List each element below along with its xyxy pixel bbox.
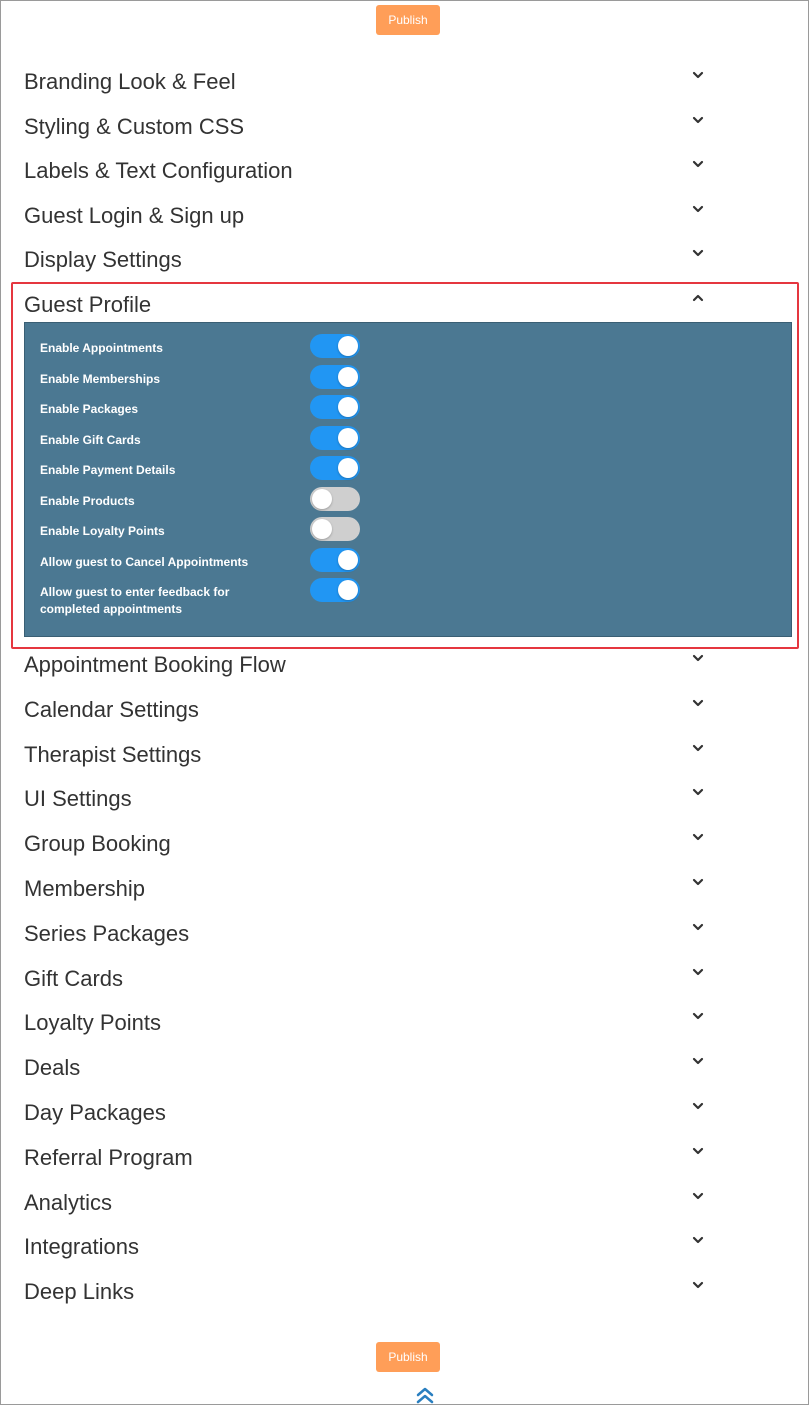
chevron-down-icon — [690, 740, 706, 756]
option-label: Enable Loyalty Points — [40, 524, 165, 538]
option-toggle[interactable] — [310, 456, 360, 480]
section-title: Branding Look & Feel — [24, 69, 236, 94]
section-calendar-settings[interactable] — [24, 692, 714, 728]
option-toggle[interactable] — [310, 517, 360, 541]
section-gift-cards[interactable] — [24, 961, 714, 997]
chevron-down-icon — [690, 1232, 706, 1248]
section-title: Gift Cards — [24, 965, 124, 991]
section-series-packages[interactable] — [24, 916, 714, 952]
chevron-down-icon — [690, 829, 706, 845]
option-label: Enable Gift Cards — [40, 433, 141, 447]
section-title: Deals — [24, 1055, 81, 1081]
double-chevron-up-icon[interactable] — [414, 1386, 436, 1405]
section-integrations[interactable] — [24, 1229, 714, 1265]
section-therapist-settings[interactable] — [24, 737, 714, 773]
section-title: Referral Program — [24, 1144, 193, 1170]
option-row — [40, 340, 780, 357]
chevron-up-icon — [690, 290, 706, 306]
toggle-knob — [338, 428, 358, 448]
section-guest-profile[interactable] — [24, 287, 714, 323]
section-styling-custom-css[interactable] — [24, 109, 714, 145]
section-title: Therapist Settings — [24, 741, 202, 767]
option-toggle[interactable] — [310, 395, 360, 419]
section-referral-program[interactable] — [24, 1140, 714, 1176]
section-analytics[interactable] — [24, 1185, 714, 1221]
section-title: Day Packages — [24, 1100, 166, 1125]
section-title: Guest Login & Sign up — [24, 202, 245, 228]
chevron-down-icon — [690, 1277, 706, 1293]
toggle-knob — [338, 458, 358, 478]
chevron-down-icon — [690, 784, 706, 800]
toggle-knob — [338, 550, 358, 570]
chevron-down-icon — [690, 650, 706, 666]
option-row — [40, 371, 780, 388]
option-toggle[interactable] — [310, 487, 360, 511]
section-group-booking[interactable] — [24, 826, 714, 862]
guest-profile-panel — [24, 322, 792, 637]
option-toggle[interactable] — [310, 426, 360, 450]
option-toggle[interactable] — [310, 365, 360, 389]
section-display-settings[interactable] — [24, 242, 714, 278]
section-loyalty-points[interactable] — [24, 1005, 714, 1041]
option-label: Allow guest to enter feedback for completed appointments — [40, 585, 230, 616]
section-title: UI Settings — [24, 786, 132, 812]
section-title: Styling & Custom CSS — [24, 113, 245, 139]
section-title: Loyalty Points — [24, 1010, 161, 1036]
section-deals[interactable] — [24, 1050, 714, 1086]
section-deep-links[interactable] — [24, 1274, 714, 1310]
chevron-down-icon — [690, 112, 706, 128]
chevron-down-icon — [690, 1008, 706, 1024]
chevron-down-icon — [690, 1053, 706, 1069]
option-row — [40, 523, 780, 540]
chevron-down-icon — [690, 67, 706, 83]
option-row — [40, 432, 780, 449]
section-appointment-booking-flow[interactable] — [24, 647, 714, 683]
section-title: Display Settings — [24, 247, 182, 273]
publish-button-top[interactable]: Publish — [376, 5, 440, 35]
option-row — [40, 462, 780, 479]
section-title: Analytics — [24, 1189, 113, 1215]
section-title: Labels & Text Configuration — [24, 158, 293, 184]
option-label: Allow guest to Cancel Appointments — [40, 555, 249, 569]
option-label: Enable Appointments — [40, 341, 163, 355]
section-ui-settings[interactable] — [24, 781, 714, 817]
option-label: Enable Products — [40, 494, 135, 508]
option-toggle[interactable] — [310, 334, 360, 358]
option-row — [40, 493, 780, 510]
section-title: Appointment Booking Flow — [24, 652, 286, 677]
chevron-down-icon — [690, 245, 706, 261]
chevron-down-icon — [690, 874, 706, 890]
section-title: Calendar Settings — [24, 696, 199, 722]
section-title: Integrations — [24, 1234, 139, 1260]
toggle-knob — [338, 367, 358, 387]
option-row — [40, 554, 780, 571]
section-guest-login-sign-up[interactable] — [24, 198, 714, 234]
option-toggle[interactable] — [310, 578, 360, 602]
section-title: Group Booking — [24, 831, 171, 857]
option-row — [40, 584, 780, 618]
toggle-knob — [312, 489, 332, 509]
toggle-knob — [312, 519, 332, 539]
chevron-down-icon — [690, 1188, 706, 1204]
option-row — [40, 401, 780, 418]
chevron-down-icon — [690, 695, 706, 711]
chevron-down-icon — [690, 964, 706, 980]
section-title: Guest Profile — [24, 292, 152, 317]
chevron-down-icon — [690, 1098, 706, 1114]
chevron-down-icon — [690, 919, 706, 935]
option-label: Enable Memberships — [40, 372, 161, 386]
option-label: Enable Packages — [40, 402, 139, 416]
toggle-knob — [338, 580, 358, 600]
section-branding-look-feel[interactable] — [24, 64, 714, 100]
section-day-packages[interactable] — [24, 1095, 714, 1131]
toggle-knob — [338, 397, 358, 417]
chevron-down-icon — [690, 201, 706, 217]
section-membership[interactable] — [24, 871, 714, 907]
section-title: Deep Links — [24, 1279, 135, 1305]
option-label: Enable Payment Details — [40, 463, 176, 477]
chevron-down-icon — [690, 156, 706, 172]
section-title: Series Packages — [24, 920, 190, 946]
publish-button-bottom[interactable]: Publish — [376, 1342, 440, 1372]
toggle-knob — [338, 336, 358, 356]
section-title: Membership — [24, 876, 146, 901]
section-labels-text-configuration[interactable] — [24, 153, 714, 189]
option-toggle[interactable] — [310, 548, 360, 572]
chevron-down-icon — [690, 1143, 706, 1159]
